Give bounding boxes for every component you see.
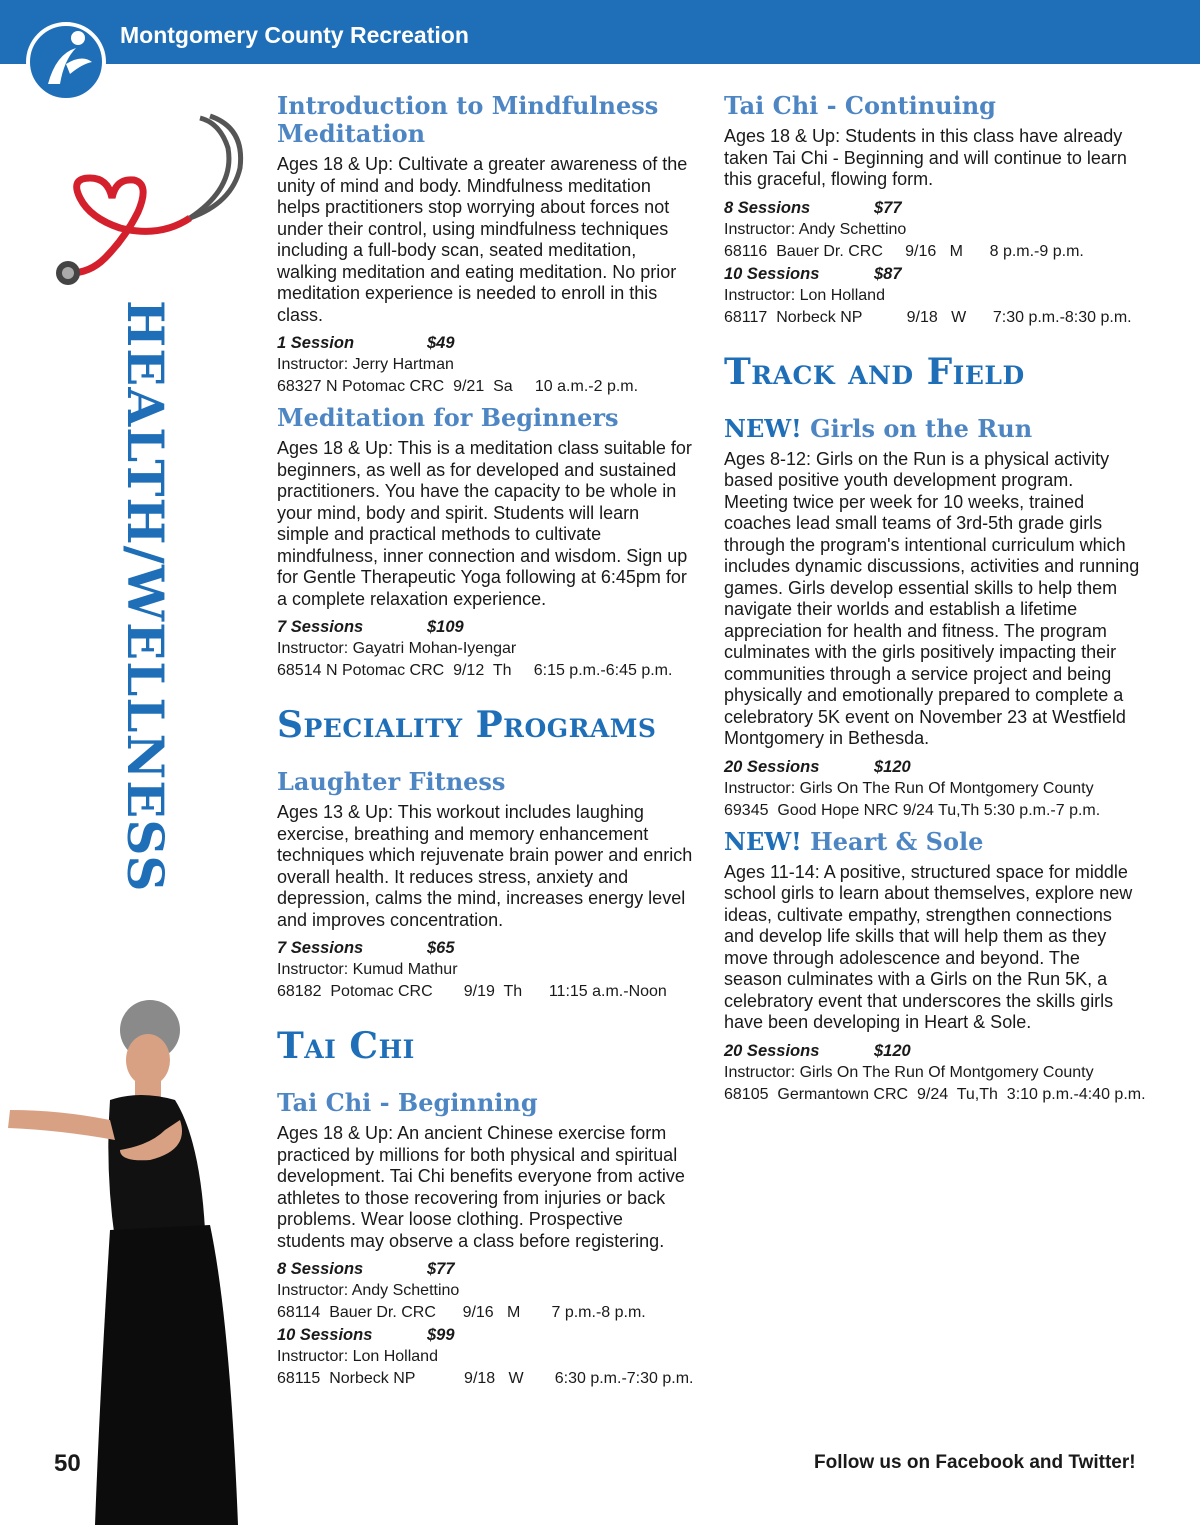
session-price: $77 [874,198,902,217]
session-price: $120 [874,1041,911,1060]
course-girls-on-the-run [724,415,1142,822]
page-number: 50 [54,1450,81,1477]
course-title [724,828,1142,856]
course-mindfulness [277,92,695,398]
instructor: Instructor: Jerry Hartman [277,356,454,373]
course-title: Tai Chi - Beginning [277,1088,538,1117]
course-laughter-fitness [277,768,695,1003]
class-listing: 68116 Bauer Dr. CRC 9/16 M 8 p.m.-9 p.m. [724,242,1084,260]
course-title: Tai Chi - Continuing [724,91,996,120]
course-description: Ages 13 & Up: This workout includes laughing exercise, breathing and memory enhancement techniques which rejuvenate brain power and enrich overall health. It reduces stress, anxiety and depression, calms the mind, increases energy level and improves concentration. [277,802,693,930]
session-price: $109 [427,618,464,636]
instructor: Instructor: Lon Holland [724,286,885,304]
class-listing: 68514 N Potomac CRC 9/12 Th 6:15 p.m.-6:45 p.m. [277,662,673,679]
course-description: Ages 11-14: A positive, structured space for middle school girls to learn about themselves, explore new ideas, cultivate empathy, strengthen connections and develop life skills that will help them as they move through adolescence and beyond. The season culminates with a Girls on the Run 5K, a celebratory event that underscores the skills girls have been developing in Heart & Sole. [724,861,1133,1032]
course-description: Ages 8-12: Girls on the Run is a physical activity based positive youth development program. Meeting twice per week for 10 weeks, trained coaches lead small teams of 3rd-5th grade girls through the program's intentional curriculum which includes dynamic discussions, activities and running games. Girls develop essential skills to help them navigate their worlds and establish a lifetime appreciation for health and fitness. The program culminates with the girls positively impacting their communities through a service project and being physically and emotionally prepared to complete a celebratory 5K event on November 23 at Westfield Montgomery in Bethesda. [724,448,1140,748]
instructor: Instructor: Andy Schettino [724,220,907,238]
session-line [277,1324,695,1346]
class-listing: 68182 Potomac CRC 9/19 Th 11:15 a.m.-Noon [277,983,667,1000]
course-title: Introduction to Mindfulness Meditation [277,91,659,148]
instructor: Instructor: Kumud Mathur [277,961,458,978]
session-line [277,937,695,959]
course-heart-and-sole [724,826,1146,1106]
section-heading-speciality: Speciality Programs [277,704,657,746]
session-price: $49 [427,334,455,352]
class-listing: 69345 Good Hope NRC 9/24 Tu,Th 5:30 p.m.-7 p.m. [724,801,1101,819]
session-price: $87 [874,264,902,283]
course-description: Ages 18 & Up: Students in this class have already taken Tai Chi - Beginning and will continue to learn this graceful, flowing form. [724,126,1127,189]
course-description: Ages 18 & Up: This is a meditation class suitable for beginners, as well as for developed and sustained practitioners. You have the capacity to be whole in your mind, body and spirit. Students will learn simple and practical methods to cultivate mindfulness, inner connection and wisdom. Sign up for Gentle Therapeutic Yoga following at 6:45pm for a complete relaxation experience. [277,438,692,609]
course-description: Ages 18 & Up: An ancient Chinese exercise form practiced by millions for both physical and spiritual development. Tai Chi benefits everyone from active athletes to those recovering from injuries or back problems. Wear loose clothing. Prospective students may observe a class before registering. [277,1123,685,1251]
session-line [277,616,695,638]
instructor: Instructor: Lon Holland [277,1348,438,1365]
session-count: 8 Sessions [724,198,811,217]
session-count: 10 Sessions [724,264,820,283]
session-count: 7 Sessions [277,939,364,957]
tai-chi-woman-image [0,990,240,1525]
session-count: 20 Sessions [724,757,820,776]
section-heading-track-field: Track and Field [724,350,1025,393]
section-side-title: HEALTH/WELLNESS [116,300,175,893]
header-title: Montgomery County Recreation [120,22,469,48]
course-title: Meditation for Beginners [277,403,619,432]
session-price: $77 [427,1260,455,1278]
instructor: Instructor: Andy Schettino [277,1282,460,1299]
session-line [724,263,1142,285]
course-tai-chi-continuing [724,92,1142,329]
left-column [277,92,695,1396]
course-title [724,415,1142,443]
session-count: 1 Session [277,334,355,352]
session-count: 10 Sessions [277,1326,373,1344]
class-listing: 68105 Germantown CRC 9/24 Tu,Th 3:10 p.m.-4:40 p.m. [724,1085,1146,1103]
course-tai-chi-beginning [277,1089,695,1390]
instructor: Instructor: Girls On The Run Of Montgomery County [724,1063,1094,1081]
session-price: $120 [874,757,911,776]
session-price: $65 [427,939,455,957]
logo-icon [26,14,106,106]
session-count: 20 Sessions [724,1041,820,1060]
section-heading-tai-chi: Tai Chi [277,1025,415,1067]
class-listing: 68327 N Potomac CRC 9/21 Sa 10 a.m.-2 p.m. [277,378,639,395]
course-description: Ages 18 & Up: Cultivate a greater awareness of the unity of mind and body. Mindfulness meditation helps practitioners stop worrying about forces not under their control, using mindfulness techniques including a full-body scan, seated meditation, walking meditation and eating meditation. No prior meditation experience is needed to enroll in this class. [277,154,688,325]
class-listing: 68117 Norbeck NP 9/18 W 7:30 p.m.-8:30 p.m. [724,308,1132,326]
stethoscope-heart-image [50,108,250,298]
session-count: 7 Sessions [277,618,364,636]
session-line [277,1258,695,1280]
social-follow-text: Follow us on Facebook and Twitter! [814,1452,1136,1473]
new-badge: NEW! [724,826,802,856]
instructor: Instructor: Girls On The Run Of Montgomery County [724,779,1094,797]
course-title: Laughter Fitness [277,767,506,796]
instructor: Instructor: Gayatri Mohan-Iyengar [277,640,517,657]
session-line [277,332,695,354]
course-meditation-beginners [277,404,695,682]
right-column [724,91,1146,1112]
session-line [724,756,1142,778]
session-line [724,1040,1142,1062]
session-line [724,197,1142,219]
session-count: 8 Sessions [277,1260,364,1278]
class-listing: 68114 Bauer Dr. CRC 9/16 M 7 p.m.-8 p.m. [277,1304,646,1321]
course-title-text: Girls on the Run [810,413,1033,443]
new-badge: NEW! [724,413,802,443]
class-listing: 68115 Norbeck NP 9/18 W 6:30 p.m.-7:30 p.m. [277,1370,694,1387]
session-price: $99 [427,1326,455,1344]
course-title-text: Heart & Sole [810,826,984,856]
